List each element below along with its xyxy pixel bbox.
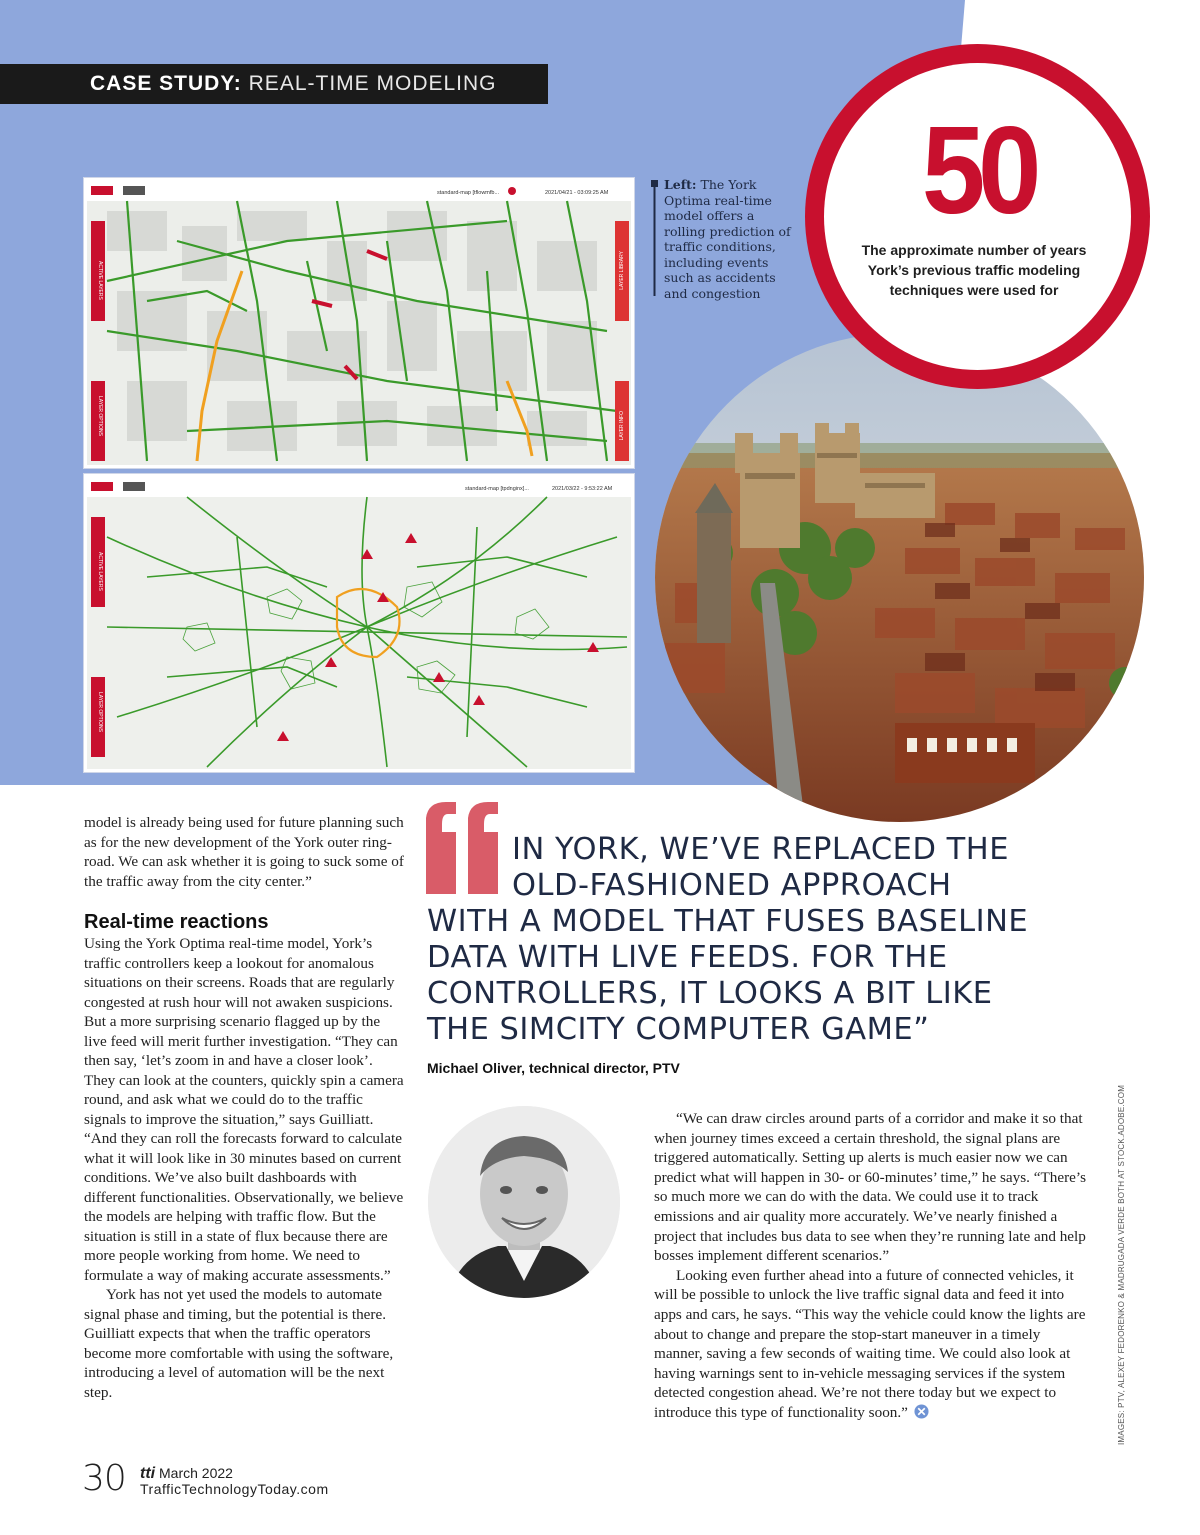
caption-marker [651,180,658,296]
image-credit: IMAGES: PTV, ALEXEY FEDORENKO & MADRUGADA VERDE BOTH AT STOCK.ADOBE.COM [1117,1084,1126,1445]
body-column-left [84,813,404,1402]
pull-quote-line: DATA WITH LIVE FEEDS. FOR THE [427,940,948,975]
body-paragraph: Using the York Optima real-time model, York’s traffic controllers keep a lookout for anomalous situations on their screens. Roads that are regularly congested at rush hour will not awaken suspicions. But a more surprising scenario flagged up by the live feed will merit further investigation. “They can then say, ‘let’s zoom in and have a closer look’. They can look at the counters, quickly spin a camera round, and ask what we could do to the traffic signals to improve the situation,” says Guilliatt. “And they can roll the forecasts forward to calculate what it will look like in 30 minutes based on current conditions. We’ve also built dashboards with different functionalities. Observationally, we believe the models are helping with traffic flow. But the situation is still in a state of flux because there are more people working from home. We need to formulate a way of making accurate assessments.” [84,935,404,1284]
traffic-map-screenshot-bottom [84,474,634,772]
traffic-map-screenshot-top [84,178,634,468]
pull-quote-line: THE SIMCITY COMPUTER GAME” [427,1012,930,1047]
tab-active-layers: ACTIVE LAYERS [97,552,103,591]
map-title: standard-map [tflowmfb... [437,190,500,196]
body-paragraph: “We can draw circles around parts of a corridor and make it so that when journey times exceed a certain threshold, the signal plans are triggered automatically. Setting up alerts is much easier now we can predict what will happen in 30- or 60-minutes’ time,” he says. “There’s so much more we can do with the data. We could use it to track emissions and air quality more accurately. We’ve nearly finished a project that includes bus data to see when they’re running late and help bosses implement different scenarios.” [654,1110,1087,1265]
section-topic: REAL-TIME MODELING [248,72,497,95]
issue-date: March 2022 [159,1465,233,1481]
pull-quote-line: WITH A MODEL THAT FUSES BASELINE [427,904,1029,939]
body-column-right [654,1109,1086,1423]
section-label: CASE STUDY: [90,72,242,95]
york-aerial-photo [655,333,1144,822]
tab-layer-options: LAYER OPTIONS [97,692,103,732]
publication-logo: tti [140,1465,156,1482]
footer-url[interactable]: TrafficTechnologyToday.com [140,1481,329,1497]
map-title: standard-map [tpdnginx]... [465,486,529,492]
section-header [90,72,497,96]
stat-description: The approximate number of years York’s previous traffic modeling techniques were used for [861,242,1087,298]
page-number: 30 [82,1458,126,1499]
footer-publication [140,1465,233,1482]
tab-active-layers: ACTIVE LAYERS [97,261,103,300]
pull-quote-line: OLD-FASHIONED APPROACH [512,868,952,903]
end-mark-icon [914,1404,929,1419]
map-timestamp: 2021/03/22 - 9:53:22 AM [552,486,613,492]
subheading: Real-time reactions [84,911,269,933]
stat-number: 50 [921,102,1035,240]
image-caption [664,177,794,301]
body-paragraph-text: Looking even further ahead into a future of connected vehicles, it will be possible to unlock the live traffic signal data and feed it into apps and cars, he says. “This way the vehicle could know the lights are about to change and prepare the stop-start maneuver in a timely manner, saving a few seconds of waiting time. We could also look at having warnings sent to in-vehicle messaging services if the system detected congestion ahead. We’re not there today but we expect to introduce this type of functionality soon.” [654,1266,1086,1421]
pull-quote [427,832,1107,1048]
speaker-portrait [428,1106,620,1298]
caption-text: The York Optima real-time model offers a rolling prediction of traffic conditions, including events such as accidents and congestion [664,177,791,301]
body-paragraph: York has not yet used the models to automate signal phase and timing, but the potential is there. Guilliatt expects that when the traffic operators become more comfortable with using the software, introducing a level of automation will be the next step. [84,1286,394,1401]
caption-label: Left: [664,177,697,192]
map-timestamp: 2021/04/21 - 03:09:25 AM [545,190,609,196]
tab-layer-library: LAYER LIBRARY [619,251,625,290]
body-paragraph-final [654,1266,1086,1423]
quote-attribution: Michael Oliver, technical director, PTV [427,1060,680,1076]
body-paragraph: model is already being used for future planning such as for the new development of the York outer ring-road. We can ask whether it is going to suck some of the traffic away from the city center.” [84,814,404,890]
pull-quote-line: IN YORK, WE’VE REPLACED THE [512,832,1009,867]
pull-quote-line: CONTROLLERS, IT LOOKS A BIT LIKE [427,976,993,1011]
tab-layer-options: LAYER OPTIONS [97,396,103,436]
tab-layer-info: LAYER INFO [619,411,625,441]
